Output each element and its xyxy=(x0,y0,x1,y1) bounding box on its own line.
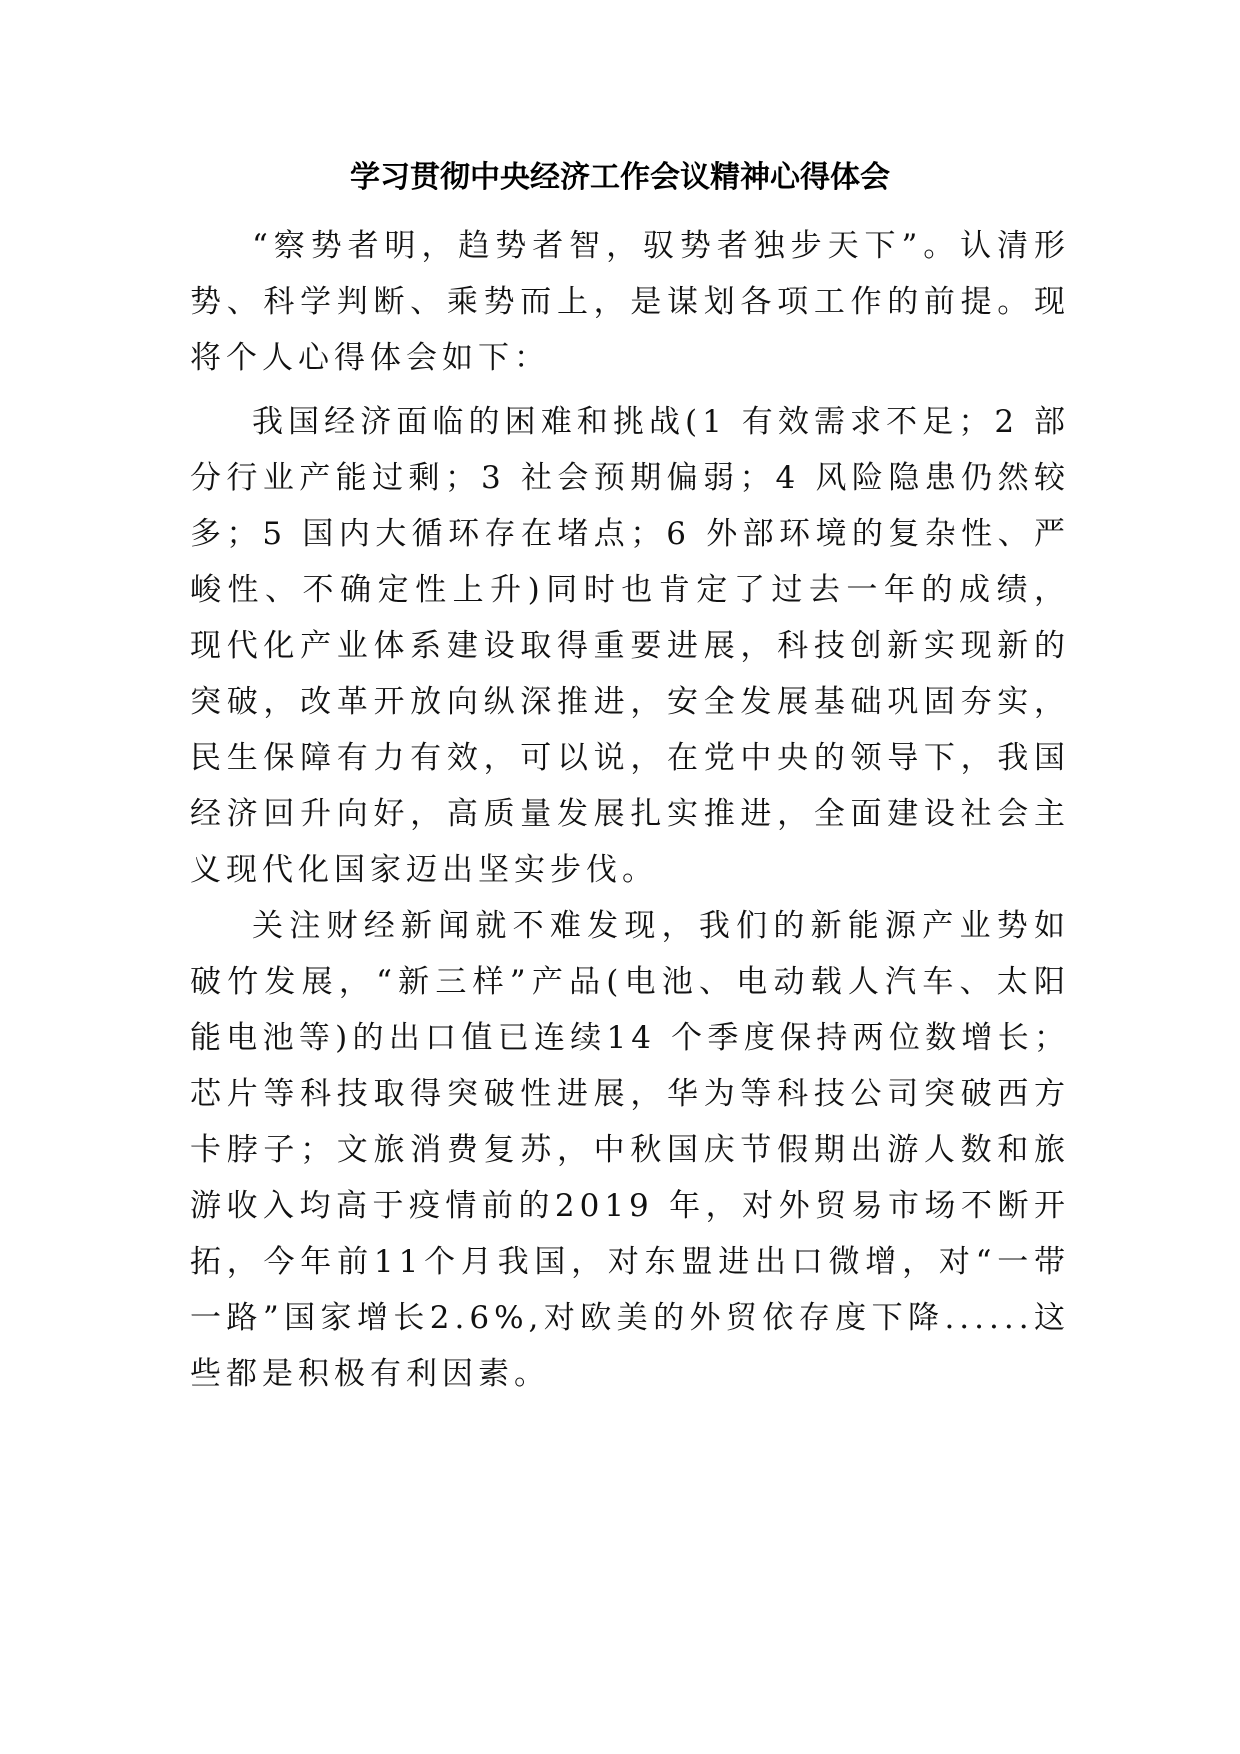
paragraph-positive-factors: 关注财经新闻就不难发现，我们的新能源产业势如破竹发展，“新三样”产品(电池、电动载人汽车、太阳能电池等)的出口值已连续14 个季度保持两位数增长；芯片等科技取得突破性进展，华为等科技公司突破西方卡脖子；文旅消费复苏，中秋国庆节假期出游人数和旅游收入均高于疫情前的2019 年，对外贸易市场不断开拓，今年前11个月我国，对东盟进出口微增，对“一带一路”国家增长2.6%,对欧美的外贸依存度下降......这些都是积极有利因素。 xyxy=(190,908,1070,1392)
document-title: 学习贯彻中央经济工作会议精神心得体会 xyxy=(350,160,890,195)
paragraph-challenges: 我国经济面临的困难和挑战(1 有效需求不足；2 部分行业产能过剩；3 社会预期偏弱；4 风险隐患仍然较多；5 国内大循环存在堵点；6 外部环境的复杂性、严峻性、不确定性上升)同时也肯定了过去一年的成绩，现代化产业体系建设取得重要进展，科技创新实现新的突破，改革开放向纵深推进，安全发展基础巩固夯实，民生保障有力有效，可以说，在党中央的领导下，我国经济回升向好，高质量发展扎实推进，全面建设社会主义现代化国家迈出坚实步伐。 xyxy=(190,404,1070,888)
paragraph-intro: “察势者明，趋势者智，驭势者独步天下”。认清形势、科学判断、乘势而上，是谋划各项工作的前提。现将个人心得体会如下： xyxy=(190,228,1070,376)
